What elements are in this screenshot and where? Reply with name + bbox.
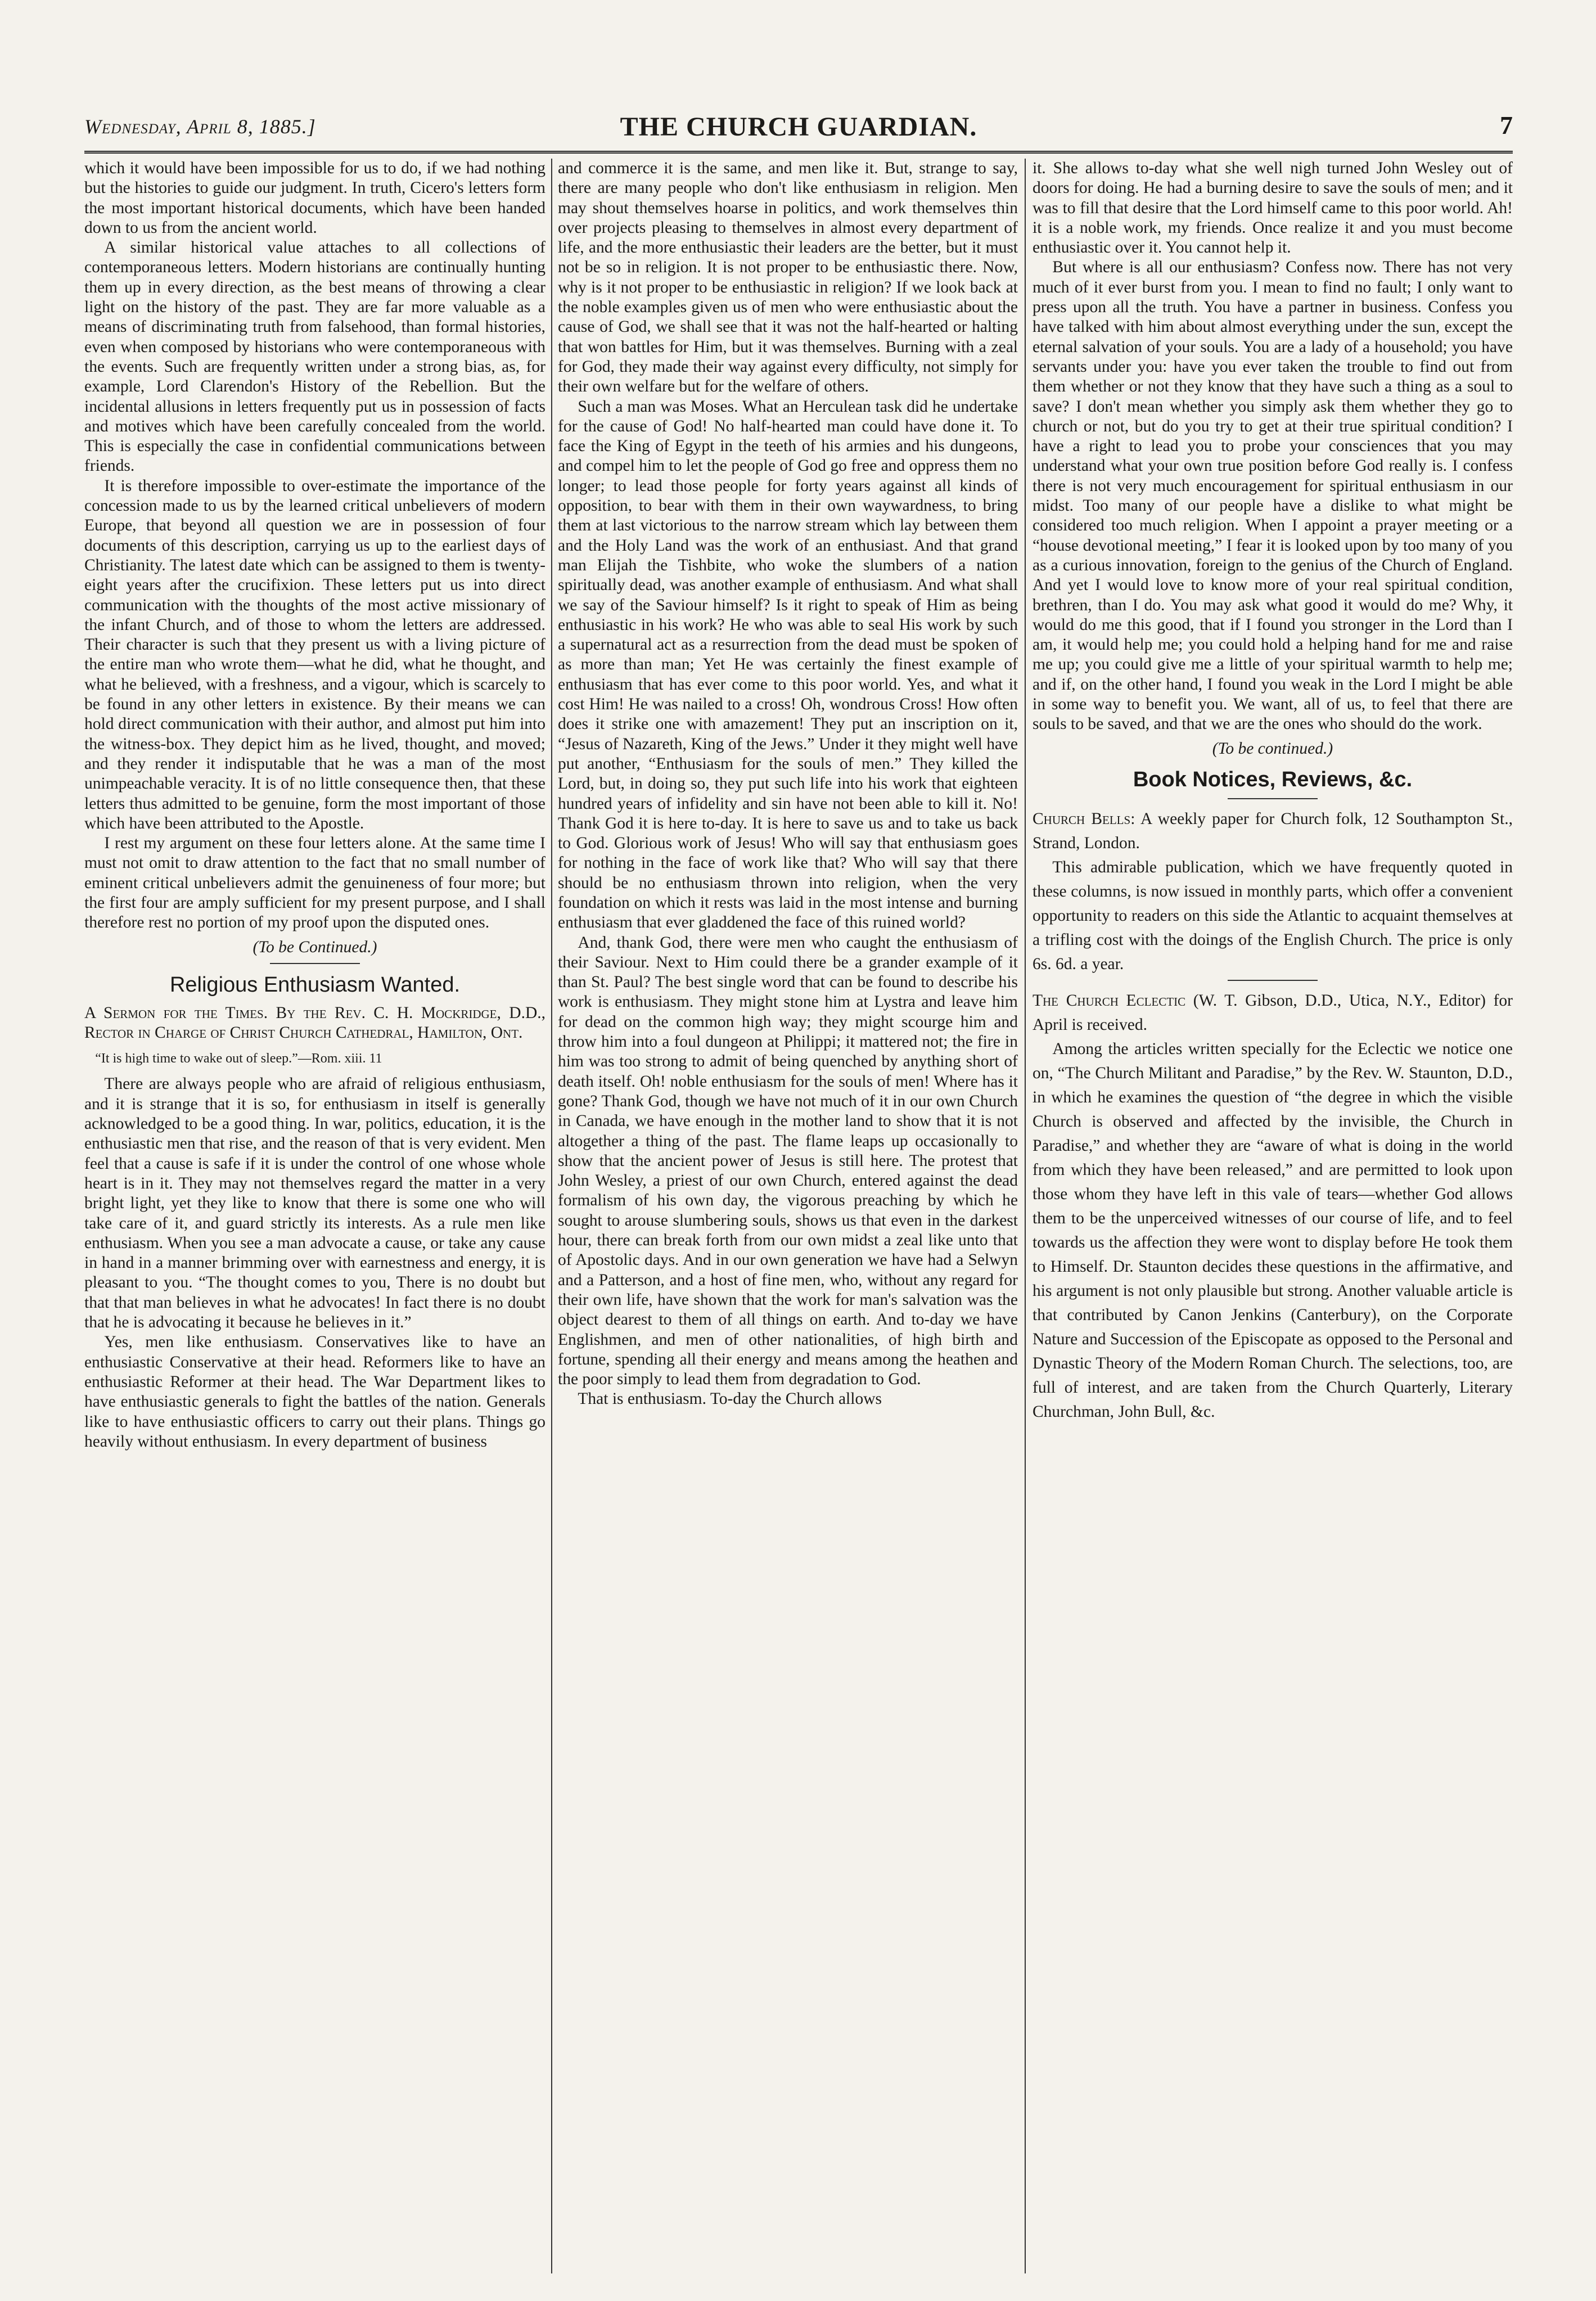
article-paragraph: It is therefore impossible to over-estimate the importance of the concession made to us by the learned critical unbelievers of modern Europe, that beyond all question we are in possession of four documents of this description, carrying us up to the earliest days of Christianity. The latest date which can be assigned to them is twenty-eight years after the crucifixion. These letters put us into direct communication with the thoughts of the most active missionary of the infant Church, and of those to whom the letters are addressed. Their character is such that they present us with a living picture of the entire man who wrote them—what he did, what he thought, and what he believed, with a freshness, and a vigour, which is scarcely to be found in any other letters in existence. By their means we can hold direct communication with their author, and almost put him into the witness-box. They depict him as he lived, thought, and moved; and they render it indisputable that he was a man of the most unimpeachable veracity. It is of no little consequence then, that these letters thus admitted to be genuine, form the most important of those which have been attributed to the Apostle. xyxy=(84,476,545,832)
article-paragraph: And, thank God, there were men who caught the enthusiasm of their Saviour. Next to Him could there be a grander example of it than St. Paul? The best single word that can be found to describe his work is enthusiasm. They might stone him at Lystra and leave him for dead on the common high way; they might scourge him and throw him into a foul dungeon at Philippi; it mattered not; the fire in him was too strong to admit of being quenched by anything short of death itself. Oh! noble enthusiasm for the souls of men! Where has it gone? Thank God, though we have not much of it in our own Church in Canada, we have enough in the mother land to show that it is not altogether a thing of the past. The flame leaps up occasionally to show that the ancient power of Jesus is still here. The protest that John Wesley, a priest of our own Church, entered against the dead formalism of his own day, the vigorous preaching by which he sought to arouse slumbering souls, shows us that even in the darkest hour, there can break forth from our own midst a zeal like unto that of Apostolic days. And in our own generation we have had a Selwyn and a Patterson, and a host of fine men, who, without any regard for their own life, have shown that the work for man's salvation was the object dearest to them of all things on earth. And to-day we have Englishmen, and men of other nationalities, of high birth and fortune, spending all their energy and means among the heathen and the poor simply to lead them from degradation to God. xyxy=(558,933,1018,1389)
column-3 xyxy=(1033,159,1513,2273)
article-paragraph: it. She allows to-day what she well nigh turned John Wesley out of doors for doing. He had a burning desire to save the souls of men; and it was to fill that desire that the Lord himself came to this poor world. Ah! it is a noble work, my friends. Once realize it and you must become enthusiastic over it. You cannot help it. xyxy=(1033,159,1513,257)
continued-note: (To be Continued.) xyxy=(253,938,377,956)
article-paragraph: A similar historical value attaches to all collections of contemporaneous letters. Modern historians are continually hunting them up in every direction, as the best means of throwing a clear light on the history of the past. They are far more valuable as a means of discriminating truth from falsehood, than formal histories, even when composed by historians who were contemporaneous with the events. Such are frequently written under a strong bias, as, for example, Lord Clarendon's History of the Rebellion. But the incidental allusions in letters frequently put us in possession of facts and motives which have been carefully concealed from the world. This is especially the case in confidential communications between friends. xyxy=(84,238,545,475)
column-divider xyxy=(551,159,552,2273)
article-heading: Religious Enthusiasm Wanted. xyxy=(169,972,461,997)
column-2 xyxy=(558,159,1018,2273)
continued-note: (To be continued.) xyxy=(1212,739,1333,758)
notice-details: (W. T. Gibson, D.D., Utica, N.Y., Editor) for April is received. xyxy=(1033,991,1513,1034)
section-rule xyxy=(1228,798,1318,799)
header-rule xyxy=(84,151,1513,154)
article-paragraph: That is enthusiasm. To-day the Church allows xyxy=(578,1390,882,1408)
newspaper-title: THE CHURCH GUARDIAN. xyxy=(620,112,977,142)
notice-body: This admirable publication, which we have frequently quoted in these columns, is now issued in monthly parts, which offer a convenient opportunity to readers on this side the Atlantic to acquaint themselves at a trifling cost with the doings of the English Church. The price is only 6s. 6d. a year. xyxy=(1033,858,1513,973)
article-paragraph: But where is all our enthusiasm? Confess now. There has not very much of it ever burst from you. I mean to find no fault; I only want to press upon all the truth. You have a partner in business. Confess you have talked with him about almost everything under the sun, except the eternal salvation of your souls. You are a lady of a household; you have servants under you: have you ever taken the trouble to find out from them whether or not they know that they have such a thing as a soul to save? I don't mean whether you simply ask them whether they go to church or not, but do you try to get at their true spiritual condition? I have a right to lead you to probe your consciences that you may understand what your own true position before God really is. I confess there is not very much encouragement for spiritual enthusiasm in our midst. Too many of our people have a dislike to what might be considered too much religion. When I appoint a prayer meeting or a “house devotional meeting,” I fear it is looked upon by too many of you as a curious innovation, foreign to the genius of the Church of England. And yet I would love to know more of your real spiritual condition, brethren, than I do. You may ask what good it would do me? Why, it would do me this good, that if I found you stronger in the Lord than I am, it would help me; you could hold a helping hand for me and raise me up; you could give me a little of your spiritual warmth to help me; and if, on the other hand, I found you weak in the Lord I might be able in some way to benefit you. We want, all of us, to feel that there are souls to be saved, and that we are the ones who should do the work. xyxy=(1033,258,1513,733)
notice-body: Among the articles written specially for the Eclectic we notice one on, “The Church Militant and Paradise,” by the Rev. W. Staunton, D.D., in which he examines the question of “the degree in which the visible Church is observed and affected by the invisible, the Church in Paradise,” and whether they are “aware of what is doing in the world from which they have been released,” and are permitted to look upon those whom they have left in this vale of tears—whether God allows them to be the unperceived witnesses of our course of life, and to feel towards us the affection they were wont to display before He took them to Himself. Dr. Staunton decides these questions in the affirmative, and his argument is not only plausible but strong. Another valuable article is that contributed by Canon Jenkins (Canterbury), on the Corporate Nature and Succession of the Episcopate as opposed to the Personal and Dynastic Theory of the Modern Roman Church. The selections, too, are full of interest, and are taken from the Church Quarterly, Literary Churchman, John Bull, &c. xyxy=(1033,1039,1513,1421)
column-divider xyxy=(1025,159,1026,2273)
sermon-byline: A Sermon for the Times. By the Rev. C. H. Mockridge, D.D., Rector in Charge of Christ Church Cathedral, Hamilton, Ont. xyxy=(84,1003,545,1042)
column-1 xyxy=(84,159,545,2273)
article-paragraph: Such a man was Moses. What an Herculean task did he undertake for the cause of God! No half-hearted man could have done it. To face the King of Egypt in the teeth of his armies and his dungeons, and compel him to let the people of God go free and oppress them no longer; to lead those people for forty years against all kinds of opposition, to bear with them in their own waywardness, to bring them at last victorious to the narrow stream which lay between them and the Holy Land was the work of an enthusiast. And that grand man Elijah the Tishbite, who woke the slumbers of a nation spiritually dead, was another example of enthusiasm. And what shall we say of the Saviour himself? Is it right to speak of Him as being enthusiastic in his work? He who was able to seal His work by such a supernatural act as a resurrection from the dead must be spoken of as more than man; Yet He was certainly the finest example of enthusiasm that has ever come to this poor world. Yes, and what it cost Him! He was nailed to a cross! Oh, wondrous Cross! How often does it strike one with amazement! They put an inscription on it, “Jesus of Nazareth, King of the Jews.” Under it they might well have put another, “Enthusiasm for the souls of men.” They killed the Lord, but, in doing so, they put such life into his work that eighteen hundred years of infidelity and sin have not been able to kill it. No! Thank God it is here to-day. It is here to save us and to take us back to God. Glorious work of Jesus! Who will say that enthusiasm goes for nothing in the face of work like that? Who will say that there should be no enthusiasm thrown into religion, when the very foundation on which it rests was laid in the most intense and burning enthusiasm that ever gladdened the face of this ruined world? xyxy=(558,397,1018,932)
notice-title xyxy=(1033,807,1513,855)
article-paragraph: There are always people who are afraid of religious enthusiasm, and it is strange that it is so, for enthusiasm in itself is generally acknowledged to be a good thing. In war, politics, education, it is the enthusiastic men that rise, and the reason of that is very evident. Men feel that a cause is safe if it is under the control of one whose whole heart is in it. They may not themselves regard the matter in a very bright light, yet they like to know that there is some one who will take care of it, and guard strictly its interests. As a rule men like enthusiasm. When you see a man advocate a cause, or take any cause in hand in a manner brimming over with earnestness and energy, it is pleasant to you. “The thought comes to you, There is no doubt but that that man believes in what he advocates! In fact there is no doubt that he is advocating it because he believes in it.” xyxy=(84,1075,545,1332)
notice-publication: Church Bells xyxy=(1033,809,1131,828)
page-number: 7 xyxy=(1500,111,1513,139)
article-paragraph: and commerce it is the same, and men like it. But, strange to say, there are many people who don't like enthusiasm in religion. Men may shout themselves hoarse in politics, and work themselves thin over projects pleasing to themselves in almost every department of life, and the more enthusiastic their leaders are the better, but it must not be so in religion. It is not proper to be enthusiastic there. Now, why is it not proper to be enthusiastic in religion? If we look back at the noble examples given us of men who were enthusiastic about the cause of God, we shall see that it was not the half-hearted or halting that won battles for Him, but it was themselves. Burning with a zeal for God, they made their way against every difficulty, not simply for their own welfare but for the welfare of others. xyxy=(558,159,1018,396)
article-paragraph: Yes, men like enthusiasm. Conservatives like to have an enthusiastic Conservative at their head. Reformers like to have an enthusiastic Reformer at their head. The War Department likes to have enthusiastic generals to fight the battles of the nation. Generals like to have enthusiastic officers to carry out their plans. Things go heavily without enthusiasm. In every department of business xyxy=(84,1333,545,1451)
page-header xyxy=(84,110,1513,150)
section-rule xyxy=(1228,980,1318,981)
section-heading: Book Notices, Reviews, &c. xyxy=(1133,767,1413,791)
article-paragraph: which it would have been impossible for us to do, if we had nothing but the histories to guide our judgment. In truth, Cicero's letters form the most important historical documents, which have been handed down to us from the ancient world. xyxy=(84,159,545,237)
issue-date: Wednesday, April 8, 1885.] xyxy=(84,115,316,138)
epigraph: “It is high time to wake out of sleep.”—Rom. xiii. 11 xyxy=(95,1051,382,1066)
notice-details: : A weekly paper for Church folk, 12 Southampton St., Strand, London. xyxy=(1033,809,1513,852)
notice-publication: The Church Eclectic xyxy=(1033,991,1186,1010)
notice-title xyxy=(1033,989,1513,1037)
section-rule xyxy=(270,963,360,964)
article-paragraph: I rest my argument on these four letters alone. At the same time I must not omit to draw attention to the fact that no small number of eminent critical unbelievers admit the genuineness of four more; but the first four are amply sufficient for my present purpose, and I shall therefore rest no portion of my proof upon the disputed ones. xyxy=(84,834,545,932)
